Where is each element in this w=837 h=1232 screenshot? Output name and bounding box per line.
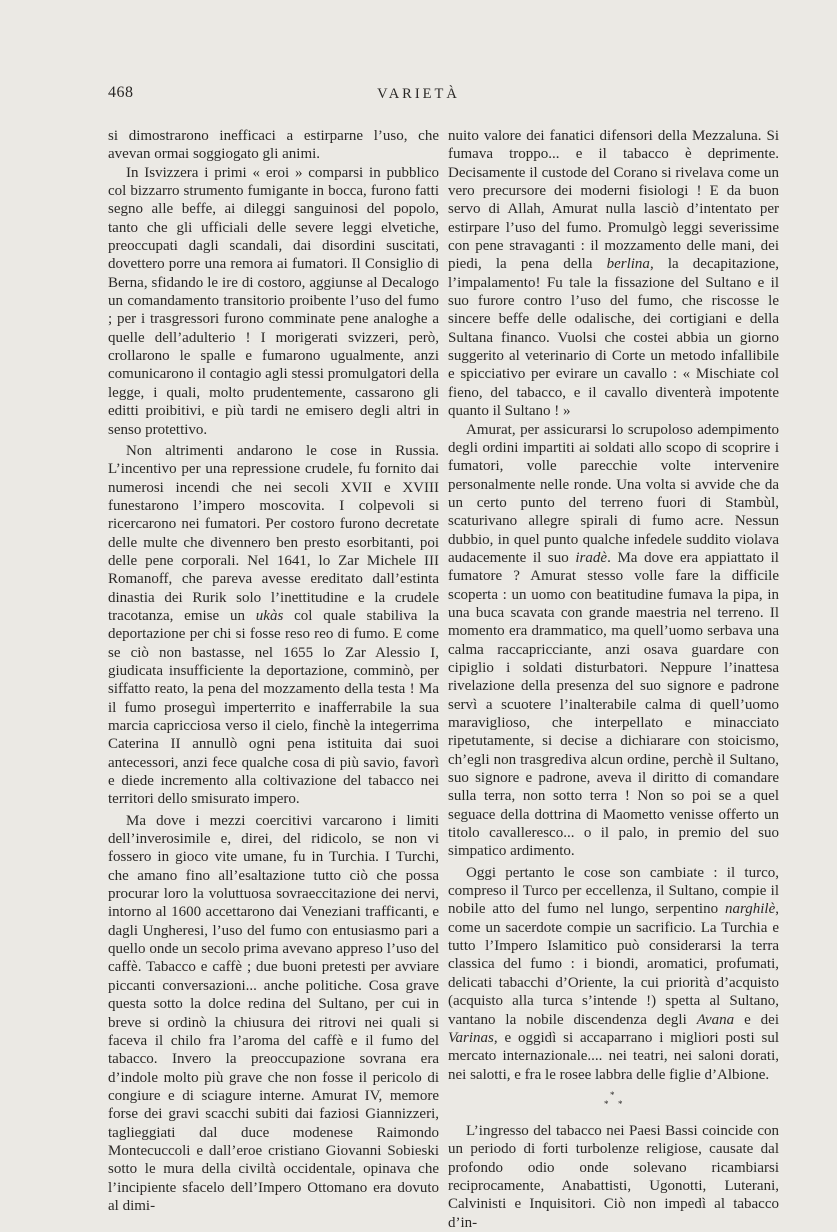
text-run: Non altrimenti andarono le cose in Russia. L’incentivo per una repressione crudele, fu fornito dai numerosi incendi che nei secoli XVII e XVIII funestarono l’impero moscovita. I colpevoli si ricercarono nei fumatori. Per costoro furono decretate delle multe che divennero ben presto esorbitanti, poi delle pene corporali. Nel 1641, lo Zar Michele III Romanoff, che pareva avesse ereditato dall’estinta dinastia dei Rurik solo l’inettitudine e la crudele tracotanza, emise un — [108, 442, 439, 624]
italic-term: Avana — [696, 1011, 735, 1028]
right-paragraph-amurat — [448, 421, 779, 861]
text-run: Oggi pertanto le cose son cambiate : il turco, compreso il Turco per eccellenza, il Sultano, compie il nobile atto del fumo nel lungo, serpentino — [448, 864, 779, 918]
text-run: e dei — [734, 1011, 780, 1028]
text-run: nuito valore dei fanatici difensori della Mezzaluna. Si fumava troppo... e il tabacco è deprimente. Decisamente il custode del Corano si rivelava come un vero precursore dei moderni fisiologi ! E da buon servo di Allah, Amurat nulla lasciò d’intentato per estirpare l’uso del fumo. Promulgò leggi severissime con pene stravaganti : il mozzamento delle mani, dei piedi, la pena della — [448, 128, 779, 273]
text-run: , la decapitazione, l’impalamento! Fu tale la fissazione del Sultano e il suo furore contro l’uso del fumo, che riscosse le sincere beffe delle odalische, dei cortigiani e della Sultana financo. Vuolsi che costei abbia un giorno suggerito al veterinario di Corte un metodo infallibile e spicciativo per evirare un cavallo : « Mischiate col fieno, del tabacco, e il cavallo diventerà impotente quanto il Sultano ! » — [448, 256, 779, 420]
right-column — [448, 127, 779, 1232]
right-paragraph-paesi-bassi: L’ingresso del tabacco nei Paesi Bassi coincide con un periodo di forti turbolenze religiose, causate dal profondo odio onde solevano ricambiarsi reciprocamente, Anabattisti, Ugonotti, Luterani, Calvinisti e Inquisitori. Ciò non impedì al tabacco d’in- — [448, 1122, 779, 1231]
text-run: col quale stabiliva la deportazione per chi si fosse reso reo di fumo. E come se ciò non bastasse, nel 1655 lo Zar Alessio I, giudicata insufficiente la deportazione, comminò, per siffatto reato, la pena del mozzamento della testa ! Ma il fumo proseguì imperterrito e inafferrabile la sua marcia capricciosa verso il cielo, finchè la integerrima Caterina II annullò ogni pena istituita dai suoi antecessori, anzi fece qualche cosa di più savio, favorì e diede incremento alla coltivazione del tabacco nei territori dello smisurato impero. — [108, 607, 439, 808]
text-run: , e oggidì si accaparrano i migliori posti sul mercato internazionale.... nei teatri, nei saloni dorati, nei salotti, e fra le rosee labbra delle figlie d’Albione. — [448, 1029, 779, 1083]
left-paragraph-russia — [108, 442, 439, 809]
italic-term: iradè — [575, 549, 608, 566]
left-paragraph-1: si dimostrarono inefficaci a estirparne l’uso, che avevan ormai soggiogato gli animi. — [108, 128, 439, 163]
text-run: , come un sacerdote compie un sacrificio. La Turchia e tutto l’Impero Islamitico può considerarsi la terra classica del fumo : i biondi, aromatici, profumati, delicati tabacchi d’Oriente, la cui priorità d’acquisto (acquisto alla turca s’intende !) spetta al Sultano, vantano la nobile discendenza degli — [448, 901, 779, 1028]
text-run: Amurat, per assicurarsi lo scrupoloso adempimento degli ordini impartiti ai soldati allo scopo di scoprire i fumatori, volle parecchie volte intervenire personalmente nelle ronde. Una volta si avvide che da un certo punto del terreno fuori di Stambùl, scaturivano allegre spirali di fumo acre. Nessun dubbio, in quel punto qualche infedele suddito violava audacemente il suo — [448, 421, 779, 566]
italic-term: ukàs — [255, 607, 284, 624]
italic-term: berlina — [606, 256, 650, 273]
section-separator — [448, 1084, 779, 1122]
right-paragraph-oggi — [448, 864, 779, 1084]
running-title: VARIETÀ — [377, 86, 460, 102]
right-paragraph-1 — [448, 127, 779, 421]
left-paragraph-turkey: Ma dove i mezzi coercitivi varcarono i limiti dell’inverosimile e, direi, del ridicolo, se non vi fossero in gioco vite umane, fu in Turchia. I Turchi, che amano fino all’esaltazione tutto ciò che possa procurar loro la voluttuosa sovraeccitazione dei nervi, intorno al 1600 accettarono dai Veneziani trafficanti, e dagli Ungheresi, l’uso del fumo con entusiasmo pari a quello onde un secolo prima avevano appreso l’uso del caffè. Tabacco e caffè ; due buoni pretesti per avviare piccanti conversazioni... anche politiche. Cosa grave questa sotto la dolce redina del Sultano, per cui in breve si ordinò la chiusura dei ritrovi nei quali si faceva il chilo fra l’aroma del caffè e il fumo del tabacco. Invero la preoccupazione sovrana era d’indole molto più grave che non fosse il pericolo di congiure e di sciagure interne. Amurat IV, memore forse dei gravi scacchi subiti dai faziosi Giannizzeri, taglieggiati dal duce modenese Raimondo Montecuccoli e dall’eroe cristiano Giovanni Sobieski sotto le mura della civiltà occidentale, opinava che l’incipiente sfacelo dell’Impero Ottomano era dovuto al dimi- — [108, 812, 439, 1214]
text-run: . Ma dove era appiattato il fumatore ? Amurat stesso volle fare la difficile scoperta : un uomo con beatitudine fumava la pipa, in una buca scavata con grande maestria nel terreno. Il momento era drammatico, ma quell’uomo serbava una calma raccapricciante, anzi osava guardare con cipiglio i soldati disturbatori. Neppure l’inattesa rivelazione della presenza del suo signore e padrone servì a scuotere l’inalterabile calma di quell’uomo maraviglioso, che interpellato e minacciato ripetutamente, si decise a dichiarare con stoicismo, ch’egli non trasgrediva alcun ordine, perchè il Sultano, suo signore e padrone, aveva il diritto di comandare sulla terra, non sotto terra ! Non so poi se a quel seguace della dottrina di Maometto venisse offerto un titolo cavalleresco... o il palo, in premio del suo simpatico ardimento. — [448, 549, 779, 860]
italic-term: narghilè — [724, 901, 776, 918]
page-number: 468 — [108, 84, 134, 101]
left-paragraph-switzerland: In Isvizzera i primi « eroi » comparsi in pubblico col bizzarro strumento fumigante in bocca, furono fatti segno alle beffe, ai dileggi sanguinosi del popolo, tanto che gli ufficiali delle severe leggi elvetiche, preoccupati dagli scandali, dai disordini suscitati, dovettero porre una remora ai fumatori. Il Consiglio di Berna, sfidando le ire di costoro, aggiunse al Decalogo un comandamento transitorio proibente l’uso del fumo ; per i trasgressori furono comminate pene analoghe a quelle dell’adulterio ! I morigerati svizzeri, però, crollarono le spalle e fumarono ugualmente, anzi comunicarono il contagio agli stessi promulgatori della legge, i quali, molto prudentemente, cassarono gli editti proibitivi, e più tardi ne emisero degli altri in senso protettivo. — [108, 164, 439, 438]
separator-asterisk: * — [604, 1098, 609, 1109]
separator-asterisk: * — [618, 1098, 623, 1109]
separator-asterisk: * — [610, 1089, 615, 1100]
italic-term: Varinas — [448, 1029, 494, 1046]
left-column — [108, 127, 439, 1215]
